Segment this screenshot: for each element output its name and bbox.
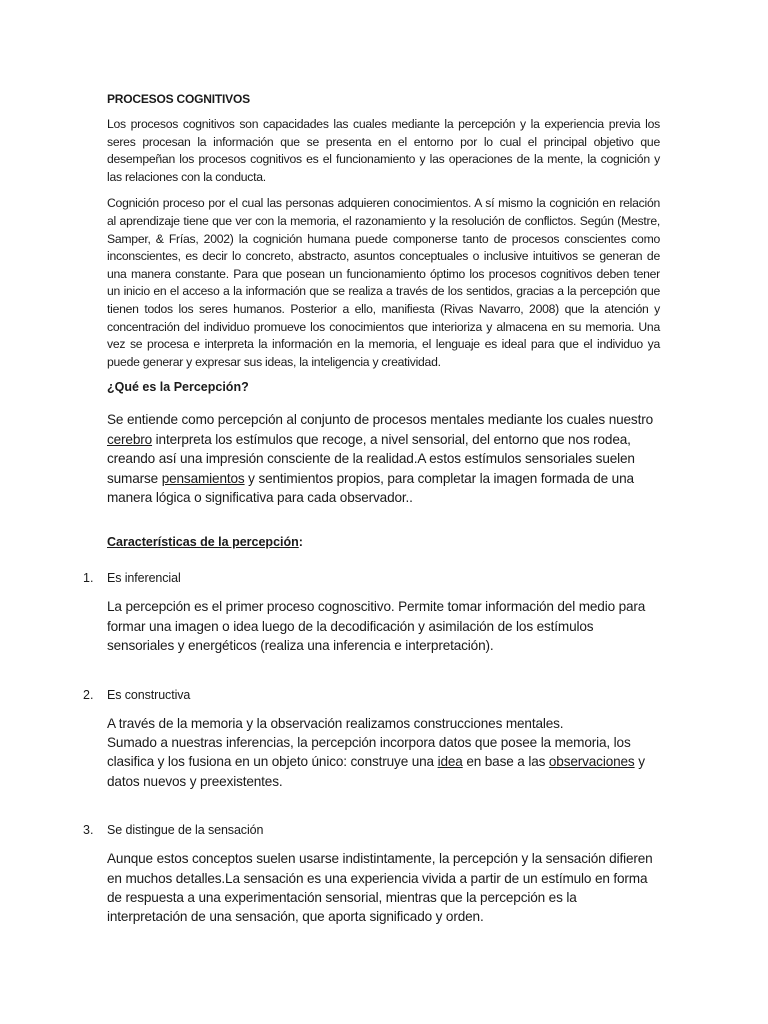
list-item-1 — [83, 571, 660, 655]
heading-caracteristicas — [107, 535, 660, 549]
heading-percepcion: ¿Qué es la Percepción? — [107, 380, 249, 395]
link-pensamientos[interactable]: pensamientos — [161, 470, 245, 486]
list-number: 3. — [83, 823, 94, 838]
list-item-title: Es inferencial — [107, 571, 181, 586]
text-span: Sumado a nuestras inferencias, la percepción incorpora datos que posee la memoria, los clasifica y los fusiona en un objeto único: construye una — [107, 734, 631, 770]
list-item-title: Es constructiva — [107, 687, 191, 702]
list-item-body: La percepción es el primer proceso cognoscitivo. Permite tomar información del medio para formar una imagen o idea luego de la decodificación y asimilación de los estímulos sensoriales y energéticos (realiza una inferencia e interpretación). — [107, 599, 646, 654]
text-span: Se entiende como percepción al conjunto de procesos mentales mediante los cuales nuestro — [107, 412, 653, 428]
list-item-body — [107, 714, 660, 792]
text-span: y datos nuevos y preexistentes. — [107, 754, 645, 789]
list-item-3 — [83, 823, 660, 927]
list-item-title: Se distingue de la sensación — [107, 823, 264, 838]
text-span: interpreta los estímulos que recoge, a nivel sensorial, del entorno que nos rodea, creando así una impresión consciente de la realidad.A estos estímulos sensoriales suelen sumarse — [107, 431, 635, 486]
list-number: 2. — [83, 687, 94, 702]
list-number: 1. — [83, 571, 94, 586]
paragraph-percepcion — [107, 410, 660, 507]
link-idea[interactable]: idea — [437, 754, 463, 770]
text-span: en base a las — [462, 754, 549, 770]
text-span: A través de la memoria y la observación realizamos construcciones mentales. — [107, 715, 564, 731]
document-title: PROCESOS COGNITIVOS — [107, 92, 250, 106]
heading-caracteristicas-text: Características de la percepción — [107, 535, 299, 550]
document-content — [83, 92, 660, 959]
list-item-2 — [83, 687, 660, 792]
link-cerebro[interactable]: cerebro — [107, 431, 153, 447]
paragraph-intro: Los procesos cognitivos son capacidades las cuales mediante la percepción y la experiencia previa los seres procesan la información que se presenta en el entorno por lo cual el principal objetivo que desempeñan los procesos cognitivos es el funcionamiento y las operaciones de la mente, la cognición y las relaciones con la conducta. — [107, 117, 660, 184]
paragraph-cognicion: Cognición proceso por el cual las personas adquieren conocimientos. A sí mismo la cognición en relación al aprendizaje tiene que ver con la memoria, el razonamiento y la resolución de conflictos. Según (Mestre, Samper, & Frías, 2002) la cognición humana puede componerse tanto de procesos conscientes como inconscientes, es decir lo concreto, abstracto, asuntos conceptuales o inclusive intuitivos se generan de una manera constante. Para que posean un funcionamiento óptimo los procesos cognitivos deben tener un inicio en el acceso a la información que se realiza a través de los sentidos, gracias a la percepción que tienen todos los seres humanos. Posterior a ello, manifiesta (Rivas Navarro, 2008) que la atención y concentración del individuo promueve los conocimientos que interioriza y almacena en su memoria. Una vez se procesa e interpreta la información en la memoria, el lenguaje es ideal para que el individuo ya puede generar y expresar sus ideas, la inteligencia y creatividad. — [107, 196, 660, 369]
text-span: y sentimientos propios, para completar la imagen formada de una manera lógica o significativa para cada observador.. — [107, 470, 634, 505]
link-observaciones[interactable]: observaciones — [548, 754, 635, 770]
heading-colon: : — [298, 535, 303, 550]
list-item-body: Aunque estos conceptos suelen usarse indistintamente, la percepción y la sensación difieren en muchos detalles.La sensación es una experiencia vivida a partir de un estímulo en forma de respuesta a una experimentación sensorial, mientras que la percepción es la interpretación de una sensación, que aporta significado y orden. — [107, 851, 653, 925]
